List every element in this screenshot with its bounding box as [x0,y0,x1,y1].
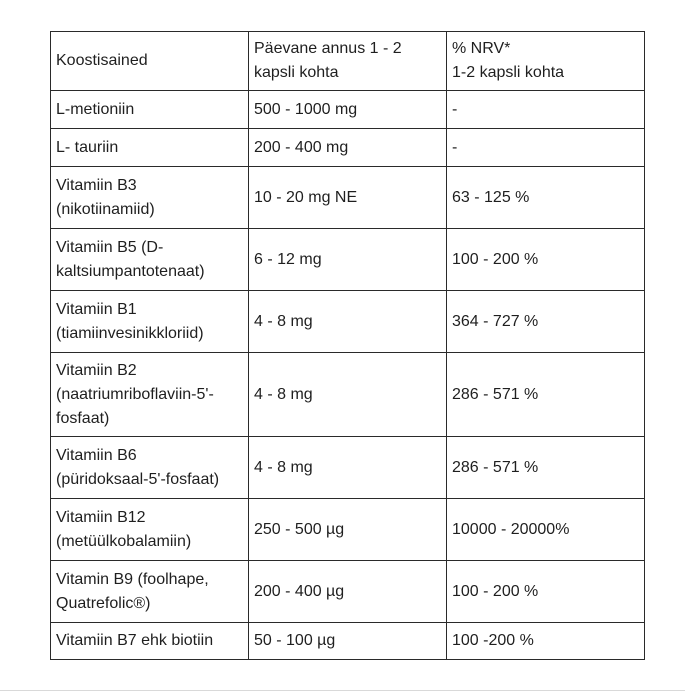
nrv-value: 286 - 571 % [447,353,645,437]
nrv-value: 100 - 200 % [447,561,645,623]
daily-dose: 200 - 400 µg [249,561,447,623]
ingredient-name-line: L-metioniin [56,100,135,118]
header-nrv-line2: 1-2 kapsli kohta [452,64,565,81]
ingredient-name-line: (tiamiinvesinikkloriid) [56,324,204,342]
ingredient-name-line: Vitamiin B1 [56,300,137,318]
ingredient-name-line: Vitamiin B12 [56,508,146,526]
ingredient-name-line: Vitamiin B2 [56,361,137,379]
header-nrv [447,32,645,91]
table-row [51,91,645,129]
daily-dose: 10 - 20 mg NE [249,167,447,229]
table-row [51,499,645,561]
table-row [51,353,645,437]
ingredient-name [51,499,249,561]
ingredient-name [51,623,249,660]
nrv-value: 10000 - 20000% [447,499,645,561]
ingredient-name-line: Vitamin B9 (foolhape, [56,570,209,588]
ingredient-name-line: Vitamiin B7 ehk biotiin [56,632,214,649]
nrv-value: 100 - 200 % [447,229,645,291]
table-row [51,167,645,229]
ingredient-name-line: (nikotiinamiid) [56,200,155,218]
ingredient-name [51,437,249,499]
nrv-value: 100 -200 % [447,623,645,660]
table-row [51,437,645,499]
nrv-value: 63 - 125 % [447,167,645,229]
ingredient-name-line: L- tauriin [56,138,119,156]
table-row [51,129,645,167]
ingredient-name-line: fosfaat) [56,409,110,427]
ingredient-name-line: kaltsiumpantotenaat) [56,262,205,280]
ingredient-name-line: (naatriumriboflaviin-5'- [56,385,214,403]
ingredient-name [51,353,249,437]
daily-dose: 200 - 400 mg [249,129,447,167]
ingredient-name [51,561,249,623]
header-ingredients [51,32,249,91]
ingredients-table [50,31,645,660]
ingredient-name [51,91,249,129]
ingredient-name-line: (metüülkobalamiin) [56,532,192,550]
header-nrv-line1: % NRV* [452,40,511,57]
table-row [51,561,645,623]
table-row [51,623,645,660]
daily-dose: 6 - 12 mg [249,229,447,291]
daily-dose: 4 - 8 mg [249,353,447,437]
ingredient-name-line: Vitamiin B6 [56,446,137,464]
header-ingredients-label: Koostisained [56,52,148,69]
nrv-value: 364 - 727 % [447,291,645,353]
ingredient-name-line: Quatrefolic®) [56,594,151,612]
daily-dose: 500 - 1000 mg [249,91,447,129]
header-daily-dose-line1: Päevane annus 1 - 2 [254,40,402,57]
daily-dose: 50 - 100 µg [249,623,447,660]
ingredient-name-line: Vitamiin B5 (D- [56,238,164,256]
header-daily-dose-line2: kapsli kohta [254,64,339,81]
nrv-value: 286 - 571 % [447,437,645,499]
header-daily-dose [249,32,447,91]
ingredient-name [51,229,249,291]
nrv-value: - [447,91,645,129]
daily-dose: 4 - 8 mg [249,437,447,499]
ingredient-name [51,129,249,167]
ingredient-name-line: Vitamiin B3 [56,176,137,194]
ingredient-name [51,291,249,353]
ingredient-name-line: (püridoksaal-5'-fosfaat) [56,470,220,488]
nrv-value: - [447,129,645,167]
bottom-divider [0,690,685,691]
table-header-row [51,32,645,91]
table-row [51,229,645,291]
table-row [51,291,645,353]
daily-dose: 250 - 500 µg [249,499,447,561]
daily-dose: 4 - 8 mg [249,291,447,353]
ingredient-name [51,167,249,229]
